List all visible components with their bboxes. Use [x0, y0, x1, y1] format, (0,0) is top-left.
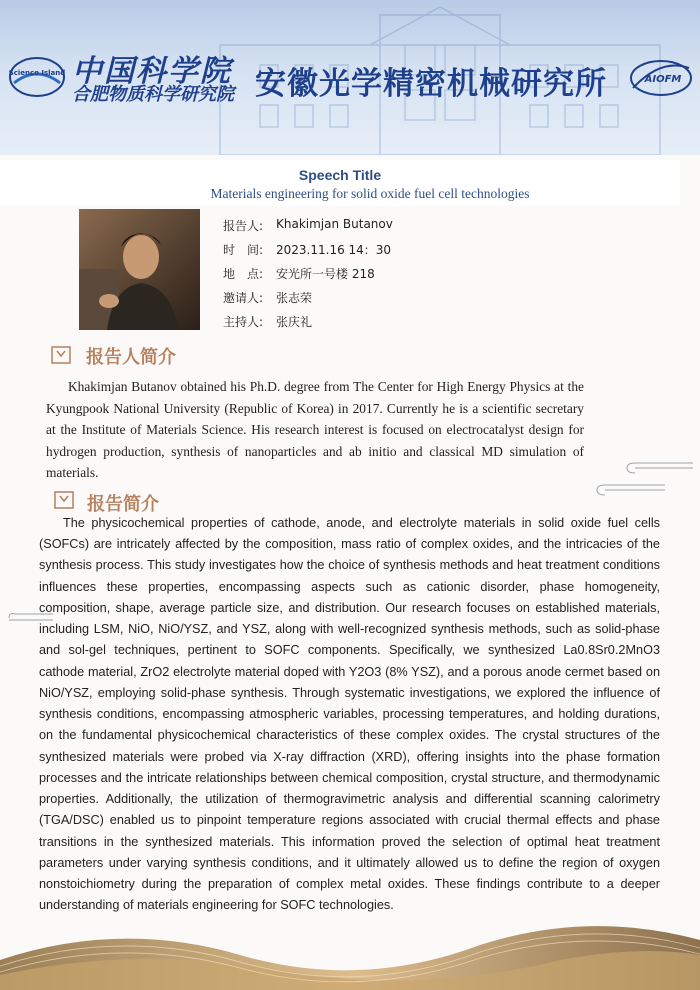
- swirl-decoration: [5, 608, 55, 628]
- cas-sub-name: 合肥物质科学研究院: [72, 84, 234, 105]
- logo-badge-text: Science Island: [8, 69, 66, 77]
- info-label: 主持人:: [223, 315, 264, 329]
- abstract-heading: 报告简介: [87, 494, 159, 515]
- speaker-photo: [79, 209, 200, 330]
- institute-name: 安徽光学精密机械研究所: [255, 66, 607, 102]
- aiofm-logo-text: AIOFM: [644, 74, 682, 85]
- info-value: 安光所一号楼 218: [276, 267, 375, 281]
- swirl-decoration: [585, 455, 695, 500]
- speaker-bio: Khakimjan Butanov obtained his Ph.D. degree from The Center for High Energy Physics at the Kyungpook National University (Republic of Korea) in 2017. Currently he is a scientific secretary at the Institute of Materials Science. His research interest is focused on electrocatalyst design for hydrogen production, synthesis of nanoparticles and ab initio and classical MD simulation of materials.: [46, 379, 584, 481]
- section-bookmark-icon: [54, 491, 74, 509]
- cas-name: 中国科学院: [72, 54, 232, 89]
- footer-wave-decoration: [0, 900, 700, 990]
- aiofm-logo: [628, 58, 694, 98]
- info-label: 报告人:: [223, 219, 264, 233]
- info-label: 邀请人:: [223, 291, 264, 305]
- info-label: 时 间:: [223, 243, 264, 257]
- speech-title-label: Speech Title: [298, 167, 382, 183]
- info-value: Khakimjan Butanov: [276, 217, 393, 231]
- info-value: 张庆礼: [276, 315, 313, 329]
- bio-heading: 报告人简介: [86, 347, 176, 368]
- info-value: 2023.11.16 14：30: [276, 243, 392, 257]
- speaker-photo-illustration: [79, 209, 200, 330]
- science-island-logo: [8, 55, 66, 99]
- info-label: 地 点:: [223, 267, 264, 281]
- speech-title: Materials engineering for solid oxide fuel cell technologies: [210, 186, 530, 201]
- talk-abstract: The physicochemical properties of cathode, anode, and electrolyte materials in solid oxide fuel cells (SOFCs) are intricately affected by the composition, mass ratio of complex oxides, and the intricacies of the synthesis process. This study investigates how the choice of synthesis methods and heat treatment conditions influences these properties, encompassing aspects such as cationic disorder, phase homogeneity, composition, shape, average particle size, and distribution. Our research focuses on established materials, including LSM, NiO, NiO/YSZ, and YSZ, along with well-recognized synthesis methods, such as solid-phase and sol-gel techniques, pertinent to SOFC components. Specifically, we synthesized La0.8Sr0.2MnO3 cathode material, ZrO2 electrolyte material doped with Y2O3 (8% YSZ), and a porous anode cermet based on NiO/YSZ, employing solid-phase synthesis. Through systematic investigations, we explored the influence of synthesis conditions, encompassing atmospheric variables, processing temperatures, and holding durations, on the fundamental physicochemical characteristics of these complex oxides. The crystal structures of the synthesized materials were probed via X-ray diffraction (XRD), offering insights into the phase formation processes and the intricate relationships between chemical composition, crystal structure, and thermodynamic properties. Additionally, the utilization of thermogravimetric analysis and differential scanning calorimetry (TGA/DSC) enabled us to pinpoint temperature regions associated with crucial thermal effects and phase transitions in the synthesized materials. This information proved the selection of optimal heat treatment parameters under varying synthesis conditions, and it ultimately allowed us to define the region of oxygen nonstoichiometry during the preparation of complex metal oxides. These findings contribute to a deeper understanding of materials engineering for SOFC technologies.: [39, 516, 660, 913]
- section-bookmark-icon: [51, 346, 71, 364]
- info-value: 张志荣: [276, 291, 313, 305]
- header-banner: [0, 0, 700, 155]
